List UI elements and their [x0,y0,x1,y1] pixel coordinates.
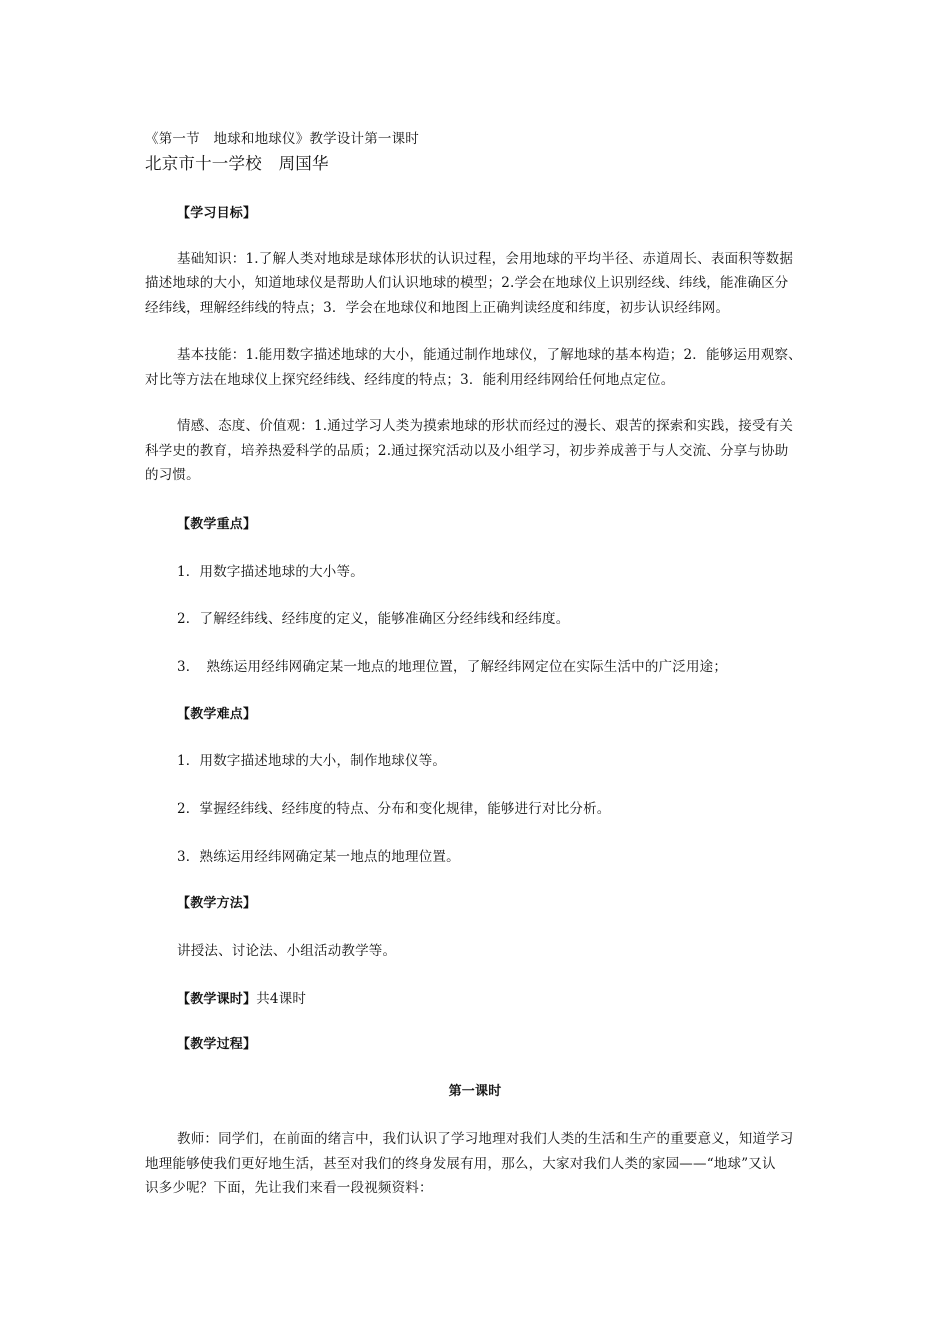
hours-line [177,987,306,1007]
objectives-heading: 【学习目标】 [177,206,257,221]
difficulties-heading: 【教学难点】 [177,707,257,722]
knowledge-line-3: 经纬线，理解经纬线的特点；3．学会在地球仪和地图上正确判读经度和纬度，初步认识经纬网。 [145,300,730,316]
teacher-line-2: 地理能够使我们更好地生活，甚至对我们的终身发展有用，那么，大家对我们人类的家园——“地球”又认 [145,1156,776,1172]
difficulty-3: 3．熟练运用经纬网确定某一地点的地理位置。 [177,849,460,865]
hours-text: 共4课时 [256,991,307,1007]
key-point-2: 2．了解经纬线、经纬度的定义，能够准确区分经纬线和经纬度。 [177,611,570,627]
attitudes-line-1: 情感、态度、价值观：1.通过学习人类为摸索地球的形状而经过的漫长、艰苦的探索和实践，接受有关 [177,418,794,434]
methods-heading: 【教学方法】 [177,896,257,911]
author-line: 北京市十一学校 周国华 [145,154,329,173]
attitudes-line-3: 的习惯。 [145,467,200,483]
document-title: 《第一节 地球和地球仪》教学设计第一课时 [145,131,419,147]
hours-heading: 【教学课时】 [177,992,257,1007]
key-point-1: 1．用数字描述地球的大小等。 [177,564,364,580]
knowledge-line-1: 基础知识：1.了解人类对地球是球体形状的认识过程，会用地球的平均半径、赤道周长、表面积等数据 [177,251,794,267]
process-heading: 【教学过程】 [177,1037,257,1052]
methods-text: 讲授法、讨论法、小组活动教学等。 [177,943,397,959]
difficulty-2: 2．掌握经纬线、经纬度的特点、分布和变化规律，能够进行对比分析。 [177,801,611,817]
skills-line-2: 对比等方法在地球仪上探究经纬线、经纬度的特点；3．能利用经纬网给任何地点定位。 [145,372,675,388]
difficulty-1: 1．用数字描述地球的大小，制作地球仪等。 [177,753,447,769]
key-point-3: 3． 熟练运用经纬网确定某一地点的地理位置，了解经纬网定位在实际生活中的广泛用途； [177,659,728,675]
lesson-title: 第一课时 [448,1084,502,1099]
teacher-line-3: 识多少呢？下面，先让我们来看一段视频资料： [145,1180,433,1196]
skills-line-1: 基本技能：1.能用数字描述地球的大小，能通过制作地球仪，了解地球的基本构造；2．能够运用观察、 [177,347,802,363]
attitudes-line-2: 科学史的教育，培养热爱科学的品质；2.通过探究活动以及小组学习，初步养成善于与人交流、分享与协助 [145,443,789,459]
teacher-line-1: 教师：同学们，在前面的绪言中，我们认识了学习地理对我们人类的生活和生产的重要意义，知道学习 [177,1131,794,1147]
knowledge-line-2: 描述地球的大小，知道地球仪是帮助人们认识地球的模型；2.学会在地球仪上识别经线、纬线，能准确区分 [145,275,789,291]
key-points-heading: 【教学重点】 [177,517,257,532]
